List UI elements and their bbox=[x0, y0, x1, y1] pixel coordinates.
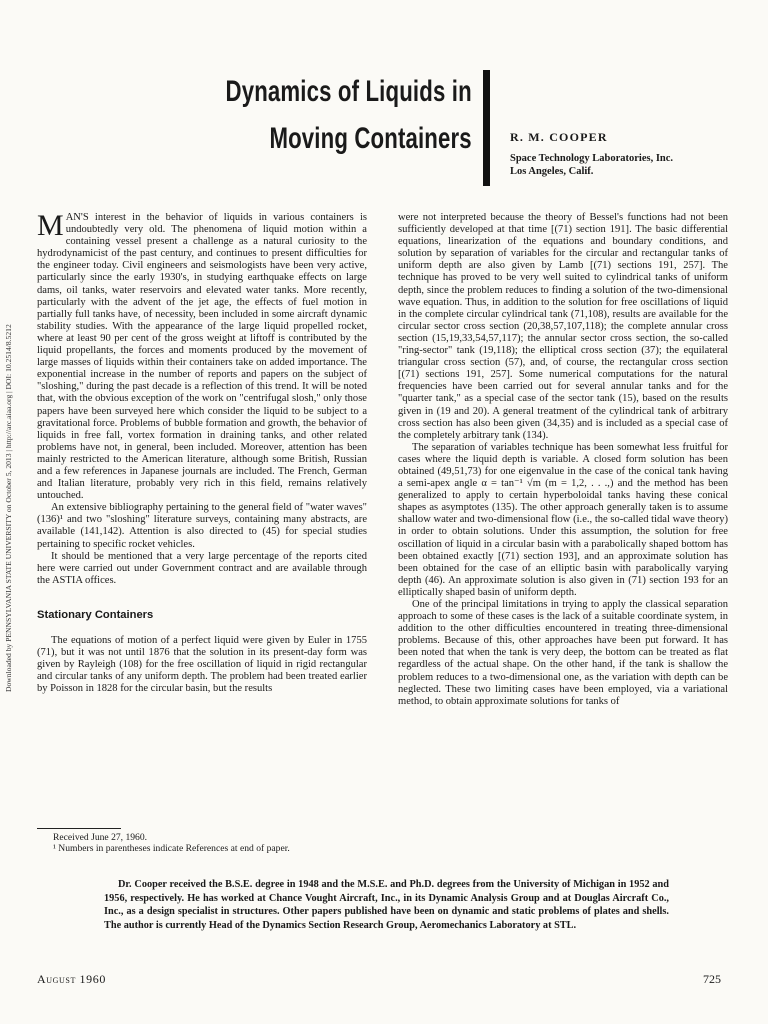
paragraph: The separation of variables technique has been somewhat less fruitful for cases where the liquid depth is variable. A closed form solution has been obtained (49,51,73) for one eigenvalue in the case of the conical tank having a semi-apex angle α = tan⁻¹ √m (m = 1,2, . . .,) and the method has been generalized to apply to certain hyperboloidal tanks having these conical shapes as asymptotes (135). The other approach generally taken is to assume shallow water and two-dimensional flow (i.e., the so-called tidal wave theory) in order to obtain solutions. Under this assumption, the solution for free oscillation of liquid in a circular basin with a parabolically shaped bottom has been obtained exactly [(71) section 193], and an approximate solution has been obtained for the case of an elliptic basin with parabolically varying depth (46). An approximate solution is also given in (71) section 193 for an elliptically shaped basin of uniform depth. bbox=[398, 441, 728, 598]
received-date: Received June 27, 1960. bbox=[53, 832, 148, 843]
affiliation-line-1: Space Technology Laboratories, Inc. bbox=[510, 153, 674, 164]
affiliation-line-2: Los Angeles, Calif. bbox=[510, 166, 594, 177]
title-line-1: Dynamics of Liquids in bbox=[225, 75, 472, 108]
paragraph: were not interpreted because the theory of Bessel's functions had not been sufficiently developed at that time [(71) section 191]. The basic differential equations, linearization of the equations and boundary conditions, and solution by separation of variables for the circular and rectangular tanks of uniform depth are also given by Lamb [(71) sections 191, 257]. The technique has proved to be very well suited to cylindrical tanks of uniform depth, since the problem reduces to finding a solution of the two-dimensional wave equation. Thus, in addition to the solution for free oscillations of liquid in the complete circular cylindrical tank (71,108), results are available for the circular sector cross section (20,38,57,107,118); the complete annular cross section (15,19,33,54,57,117); the annular sector cross section, the so-called "ring-sector" tank (19,118); the elliptical cross section (37); the equilateral triangular cross section (57), and, of course, the rectangular cross section [(71) sections 191, 257]. Some numerical computations for the natural frequencies have been carried out for several annular tanks and for the "quarter tank," as a special case of the sector tank (15), based on the results given in (19 and 20). A general treatment of the cylindrical tank of arbitrary cross section has also been given (34,35) and is included as a special case of the completely arbitrary tank (134). bbox=[398, 212, 728, 441]
footnotes bbox=[37, 828, 367, 854]
author-affiliation bbox=[510, 152, 673, 178]
left-column bbox=[37, 209, 367, 695]
page-number: 725 bbox=[703, 972, 721, 986]
paragraph: One of the principal limitations in trying to apply the classical separation approach to some of these cases is the lack of a suitable coordinate system, in addition to the other difficulties encountered in treating three-dimensional problems. Because of this, other approaches have been put forward. It has been noted that when the tank is very deep, the bottom can be treated as flat regardless of the actual shape. On the other hand, if the tank is shallow the problem reduces to a two-dimensional one, as the variation with depth can be neglected. These two limiting cases have been employed, via a variational method, to obtain approximate solutions for tanks of bbox=[398, 599, 728, 707]
footnote-1: ¹ Numbers in parentheses indicate References at end of paper. bbox=[53, 843, 290, 854]
intro-text: interest in the behavior of liquids in various containers is undoubtedly very old. The phenomena of liquid motion within a containing vessel present a challenge as a natural curiosity to the hydrodynamicist of the past century, and continues to present difficulties for the engineer today. Civil engineers and seismologists have been very active, particularly since the early 1930's, in studying earthquake effects on large dams, oil tanks, water reservoirs and elevated water tanks. More recently, particularly with the advent of the jet age, the effects of fuel motion in partially full tanks have, of necessity, been included in some aircraft dynamic stability studies. With the appearance of the large liquid propelled rocket, where at least 90 per cent of the gross weight at liftoff is contributed by the liquid propellants, the forces and moments produced by the movement of large masses of liquids within their containers take on added importance. The exponential increase in the number of reports and papers on the subject of "sloshing," during the past decade is a reflection of this trend. It will be noted that, with the obvious exception of the work on "centrifugal slosh," only those papers have been surveyed here which consider the liquid to be subject to a gravitational force. Problems of bubble formation and growth, the behavior of liquids in free fall, vortex formation in draining tanks, and other related problems have not, in general, been included. Moreover, attention has been mainly restricted to the American literature, although some British, Russian and a few references in Japanese journals are included. The French, German and Italian literature, probably very rich in this field, remains relatively untouched. bbox=[37, 212, 367, 502]
title-line-2: Moving Containers bbox=[269, 122, 472, 155]
paragraph: An extensive bibliography pertaining to the general field of "water waves" (136)¹ and two "sloshing" literature surveys, containing many abstracts, are available (141,142). Attention is also directed to (45) for special studies pertaining to specific rocket vehicles. bbox=[37, 502, 367, 550]
intro-paragraph bbox=[37, 209, 367, 502]
author-name: R. M. COOPER bbox=[510, 130, 608, 144]
paragraph: The equations of motion of a perfect liquid were given by Euler in 1755 (71), but it was not until 1876 that the solution in its present-day form was given by Rayleigh (108) for the free oscillation of liquid in rigid rectangular and circular tanks of any uniform depth. The problem had been treated earlier by Poisson in 1828 for the circular basin, but the results bbox=[37, 635, 367, 695]
download-watermark: Downloaded by PENNSYLVANIA STATE UNIVERSITY on October 5, 2013 | http://arc.aiaa.org | DOI: 10.2514/8.5212 bbox=[4, 324, 13, 692]
paragraph: It should be mentioned that a very large percentage of the reports cited here were carried out under Government contract and are available through the ASTIA offices. bbox=[37, 550, 367, 586]
drop-cap: M bbox=[37, 209, 64, 242]
footnote-rule bbox=[37, 828, 121, 829]
drop-cap-continuation: AN'S bbox=[65, 212, 89, 223]
author-biography: Dr. Cooper received the B.S.E. degree in 1948 and the M.S.E. and Ph.D. degrees from the University of Michigan in 1952 and 1956, respectively. He has worked at Chance Vought Aircraft, Inc., in its Dynamic Analysis Group and at Douglas Aircraft Co., Inc., as a design specialist in structures. Other papers published have been on dynamic and static problems of plates and shells. The author is currently Head of the Dynamics Section Research Group, Aeromechanics Laboratory at STL. bbox=[104, 879, 669, 931]
journal-issue-date: August 1960 bbox=[37, 972, 106, 986]
title-rule-bar bbox=[483, 70, 490, 186]
section-heading: Stationary Containers bbox=[37, 608, 154, 621]
right-column bbox=[398, 212, 728, 708]
article-title bbox=[226, 68, 472, 162]
